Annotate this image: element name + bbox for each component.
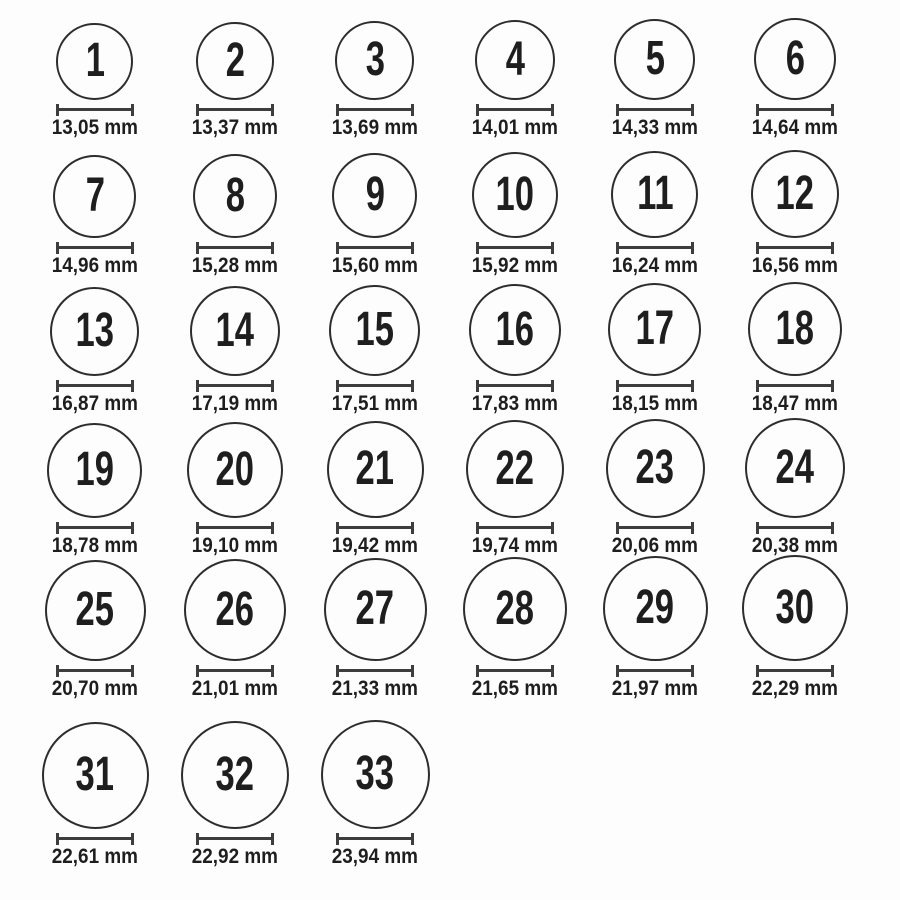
diameter-dimension-line <box>196 242 274 254</box>
ring-size-number: 26 <box>215 582 255 636</box>
ring-size-number: 11 <box>636 167 674 221</box>
dimension-bar <box>199 108 271 111</box>
diameter-dimension-line <box>56 380 134 392</box>
ring-circle <box>332 153 417 238</box>
diameter-dimension-line <box>336 242 414 254</box>
ring-size-cell <box>607 19 703 139</box>
diameter-label: 14,64 mm <box>751 115 839 139</box>
ring-size-cell <box>45 560 146 700</box>
dimension-tick-right <box>691 522 694 534</box>
ring-circle <box>329 285 420 376</box>
diameter-dimension-line <box>616 242 694 254</box>
dimension-bar <box>59 526 131 529</box>
ring-size-number: 12 <box>775 166 815 220</box>
diameter-label: 17,51 mm <box>331 391 419 415</box>
ring-size-number: 18 <box>775 301 815 355</box>
dimension-bar <box>199 526 271 529</box>
dimension-tick-right <box>131 380 134 392</box>
dimension-tick-right <box>691 242 694 254</box>
ring-size-number: 22 <box>495 441 535 495</box>
ring-circle <box>53 155 136 238</box>
dimension-bar <box>199 669 271 672</box>
dimension-bar <box>479 669 551 672</box>
ring-size-number: 32 <box>215 747 255 801</box>
diameter-label: 18,47 mm <box>751 391 839 415</box>
diameter-label: 17,83 mm <box>471 391 559 415</box>
diameter-label: 19,10 mm <box>191 533 279 557</box>
diameter-dimension-line <box>616 665 694 677</box>
ring-size-number: 33 <box>355 747 395 801</box>
ring-size-number: 30 <box>775 580 815 634</box>
dimension-tick-right <box>271 665 274 677</box>
ring-circle <box>745 418 845 518</box>
dimension-tick-right <box>411 833 414 845</box>
ring-size-cell <box>327 421 424 557</box>
dimension-tick-right <box>271 833 274 845</box>
diameter-dimension-line <box>56 522 134 534</box>
diameter-label: 19,42 mm <box>331 533 419 557</box>
ring-size-number: 16 <box>495 302 535 356</box>
ring-size-cell <box>463 557 567 700</box>
diameter-dimension-line <box>196 665 274 677</box>
ring-circle <box>469 284 561 376</box>
ring-size-cell <box>42 722 149 868</box>
ring-circle <box>603 556 708 661</box>
diameter-dimension-line <box>616 380 694 392</box>
diameter-label: 15,28 mm <box>191 253 279 277</box>
diameter-label: 21,65 mm <box>471 676 559 700</box>
ring-size-number: 4 <box>505 32 525 86</box>
dimension-bar <box>619 246 691 249</box>
ring-size-number: 14 <box>215 303 255 357</box>
ring-size-number: 8 <box>225 168 245 222</box>
diameter-dimension-line <box>476 665 554 677</box>
dimension-bar <box>759 669 831 672</box>
dimension-bar <box>759 108 831 111</box>
ring-size-cell <box>466 420 564 557</box>
ring-size-cell <box>467 152 563 277</box>
ring-size-number: 10 <box>495 167 535 221</box>
ring-size-number: 5 <box>645 32 665 86</box>
ring-circle <box>42 722 149 829</box>
ring-size-cell <box>321 720 430 868</box>
dimension-tick-right <box>131 665 134 677</box>
ring-size-cell <box>47 287 143 415</box>
diameter-label: 22,61 mm <box>51 844 139 868</box>
dimension-bar <box>479 246 551 249</box>
ring-size-cell <box>187 22 283 139</box>
ring-size-cell <box>47 155 143 277</box>
dimension-bar <box>339 384 411 387</box>
ring-circle <box>327 421 424 518</box>
dimension-tick-right <box>271 522 274 534</box>
diameter-label: 19,74 mm <box>471 533 559 557</box>
ring-size-cell <box>187 154 283 277</box>
ring-circle <box>56 23 133 100</box>
diameter-dimension-line <box>336 380 414 392</box>
dimension-bar <box>339 669 411 672</box>
ring-size-number: 31 <box>75 748 115 802</box>
dimension-bar <box>199 384 271 387</box>
ring-size-cell <box>327 21 423 139</box>
dimension-tick-right <box>831 242 834 254</box>
diameter-label: 13,05 mm <box>51 115 139 139</box>
diameter-label: 14,33 mm <box>611 115 699 139</box>
ring-size-cell <box>467 20 563 139</box>
ring-size-number: 20 <box>215 442 255 496</box>
ring-size-cell <box>742 555 848 700</box>
ring-circle <box>193 154 277 238</box>
diameter-label: 20,38 mm <box>751 533 839 557</box>
ring-size-cell <box>747 150 843 277</box>
ring-circle <box>321 720 430 829</box>
dimension-tick-right <box>691 665 694 677</box>
dimension-bar <box>339 526 411 529</box>
diameter-dimension-line <box>476 242 554 254</box>
diameter-dimension-line <box>476 522 554 534</box>
dimension-tick-right <box>411 665 414 677</box>
ring-size-cell <box>467 284 563 415</box>
dimension-bar <box>199 837 271 840</box>
dimension-tick-right <box>831 522 834 534</box>
ring-circle <box>611 151 698 238</box>
ring-circle <box>187 422 283 518</box>
dimension-tick-right <box>131 522 134 534</box>
diameter-dimension-line <box>476 380 554 392</box>
dimension-tick-right <box>411 242 414 254</box>
diameter-label: 20,06 mm <box>611 533 699 557</box>
diameter-label: 14,96 mm <box>51 253 139 277</box>
ring-size-number: 21 <box>355 442 395 496</box>
diameter-label: 13,69 mm <box>331 115 419 139</box>
ring-size-number: 3 <box>365 33 385 87</box>
ring-circle <box>751 150 839 238</box>
diameter-dimension-line <box>336 665 414 677</box>
dimension-bar <box>759 246 831 249</box>
ring-size-cell <box>187 286 283 415</box>
dimension-bar <box>479 384 551 387</box>
dimension-bar <box>619 108 691 111</box>
ring-size-cell <box>47 23 143 139</box>
ring-size-cell <box>184 559 286 700</box>
diameter-label: 21,97 mm <box>611 676 699 700</box>
dimension-tick-right <box>131 242 134 254</box>
ring-circle <box>742 555 848 661</box>
diameter-dimension-line <box>476 104 554 116</box>
ring-size-cell <box>324 558 427 700</box>
ring-circle <box>50 287 139 376</box>
diameter-dimension-line <box>56 242 134 254</box>
dimension-tick-right <box>131 833 134 845</box>
diameter-dimension-line <box>196 522 274 534</box>
diameter-dimension-line <box>756 380 834 392</box>
ring-size-cell <box>47 423 143 557</box>
ring-circle <box>748 282 842 376</box>
dimension-tick-right <box>551 104 554 116</box>
dimension-tick-right <box>691 104 694 116</box>
ring-circle <box>190 286 280 376</box>
dimension-tick-right <box>411 522 414 534</box>
dimension-bar <box>59 108 131 111</box>
dimension-tick-right <box>271 242 274 254</box>
ring-circle <box>47 423 142 518</box>
ring-size-cell <box>607 151 703 277</box>
ring-size-cell <box>603 556 708 700</box>
ring-size-number: 6 <box>785 31 805 85</box>
ring-size-number: 13 <box>75 304 115 358</box>
ring-size-cell <box>327 153 423 277</box>
ring-size-cell <box>187 422 283 557</box>
dimension-tick-right <box>551 522 554 534</box>
ring-size-number: 23 <box>635 441 675 495</box>
ring-circle <box>614 19 695 100</box>
diameter-dimension-line <box>336 104 414 116</box>
diameter-dimension-line <box>616 522 694 534</box>
ring-size-cell <box>327 285 423 415</box>
diameter-dimension-line <box>56 104 134 116</box>
dimension-bar <box>59 246 131 249</box>
ring-circle <box>475 20 555 100</box>
dimension-tick-right <box>831 104 834 116</box>
diameter-label: 22,92 mm <box>191 844 279 868</box>
ring-size-number: 28 <box>495 581 535 635</box>
dimension-tick-right <box>411 104 414 116</box>
diameter-label: 18,15 mm <box>611 391 699 415</box>
diameter-dimension-line <box>196 380 274 392</box>
ring-size-number: 2 <box>225 33 245 87</box>
diameter-label: 14,01 mm <box>471 115 559 139</box>
ring-circle <box>45 560 146 661</box>
diameter-dimension-line <box>196 104 274 116</box>
ring-circle <box>472 152 558 238</box>
diameter-label: 18,78 mm <box>51 533 139 557</box>
dimension-bar <box>619 384 691 387</box>
ring-circle <box>324 558 427 661</box>
dimension-tick-right <box>551 242 554 254</box>
dimension-tick-right <box>131 104 134 116</box>
dimension-tick-right <box>271 104 274 116</box>
ring-circle <box>463 557 567 661</box>
ring-size-number: 9 <box>365 168 385 222</box>
diameter-dimension-line <box>756 242 834 254</box>
diameter-dimension-line <box>756 665 834 677</box>
diameter-label: 16,56 mm <box>751 253 839 277</box>
diameter-label: 21,01 mm <box>191 676 279 700</box>
ring-size-cell <box>181 721 289 868</box>
diameter-label: 15,60 mm <box>331 253 419 277</box>
ring-size-number: 27 <box>355 582 395 636</box>
dimension-tick-right <box>831 380 834 392</box>
diameter-dimension-line <box>336 522 414 534</box>
diameter-label: 23,94 mm <box>331 844 419 868</box>
dimension-bar <box>59 669 131 672</box>
dimension-bar <box>339 246 411 249</box>
dimension-tick-right <box>411 380 414 392</box>
dimension-tick-right <box>551 380 554 392</box>
dimension-bar <box>59 837 131 840</box>
dimension-tick-right <box>271 380 274 392</box>
dimension-tick-right <box>691 380 694 392</box>
ring-size-number: 15 <box>355 303 395 357</box>
ring-size-number: 24 <box>775 440 815 494</box>
dimension-bar <box>479 108 551 111</box>
ring-size-number: 29 <box>635 581 675 635</box>
dimension-bar <box>59 384 131 387</box>
ring-circle <box>335 21 414 100</box>
ring-size-cell <box>747 282 843 415</box>
diameter-dimension-line <box>56 833 134 845</box>
ring-size-cell <box>607 283 703 415</box>
ring-size-number: 19 <box>75 443 115 497</box>
ring-size-number: 1 <box>85 34 105 88</box>
ring-size-cell <box>745 418 845 557</box>
dimension-tick-right <box>831 665 834 677</box>
dimension-bar <box>619 669 691 672</box>
diameter-label: 15,92 mm <box>471 253 559 277</box>
dimension-bar <box>759 526 831 529</box>
dimension-bar <box>479 526 551 529</box>
dimension-bar <box>339 108 411 111</box>
diameter-label: 20,70 mm <box>51 676 139 700</box>
ring-circle <box>754 18 836 100</box>
ring-size-number: 17 <box>635 302 675 356</box>
diameter-label: 17,19 mm <box>191 391 279 415</box>
ring-circle <box>181 721 289 829</box>
diameter-label: 16,87 mm <box>51 391 139 415</box>
diameter-label: 21,33 mm <box>331 676 419 700</box>
ring-size-cell <box>606 419 705 557</box>
ring-size-number: 7 <box>85 169 105 223</box>
diameter-dimension-line <box>336 833 414 845</box>
ring-circle <box>466 420 564 518</box>
ring-size-number: 25 <box>75 583 115 637</box>
ring-size-cell <box>747 18 843 139</box>
dimension-tick-right <box>551 665 554 677</box>
diameter-dimension-line <box>616 104 694 116</box>
diameter-label: 22,29 mm <box>751 676 839 700</box>
dimension-bar <box>339 837 411 840</box>
diameter-dimension-line <box>196 833 274 845</box>
dimension-bar <box>619 526 691 529</box>
ring-circle <box>608 283 701 376</box>
diameter-label: 13,37 mm <box>191 115 279 139</box>
ring-circle <box>606 419 705 518</box>
diameter-dimension-line <box>756 104 834 116</box>
diameter-dimension-line <box>56 665 134 677</box>
diameter-label: 16,24 mm <box>611 253 699 277</box>
ring-circle <box>196 22 274 100</box>
ring-circle <box>184 559 286 661</box>
dimension-bar <box>759 384 831 387</box>
dimension-bar <box>199 246 271 249</box>
diameter-dimension-line <box>756 522 834 534</box>
